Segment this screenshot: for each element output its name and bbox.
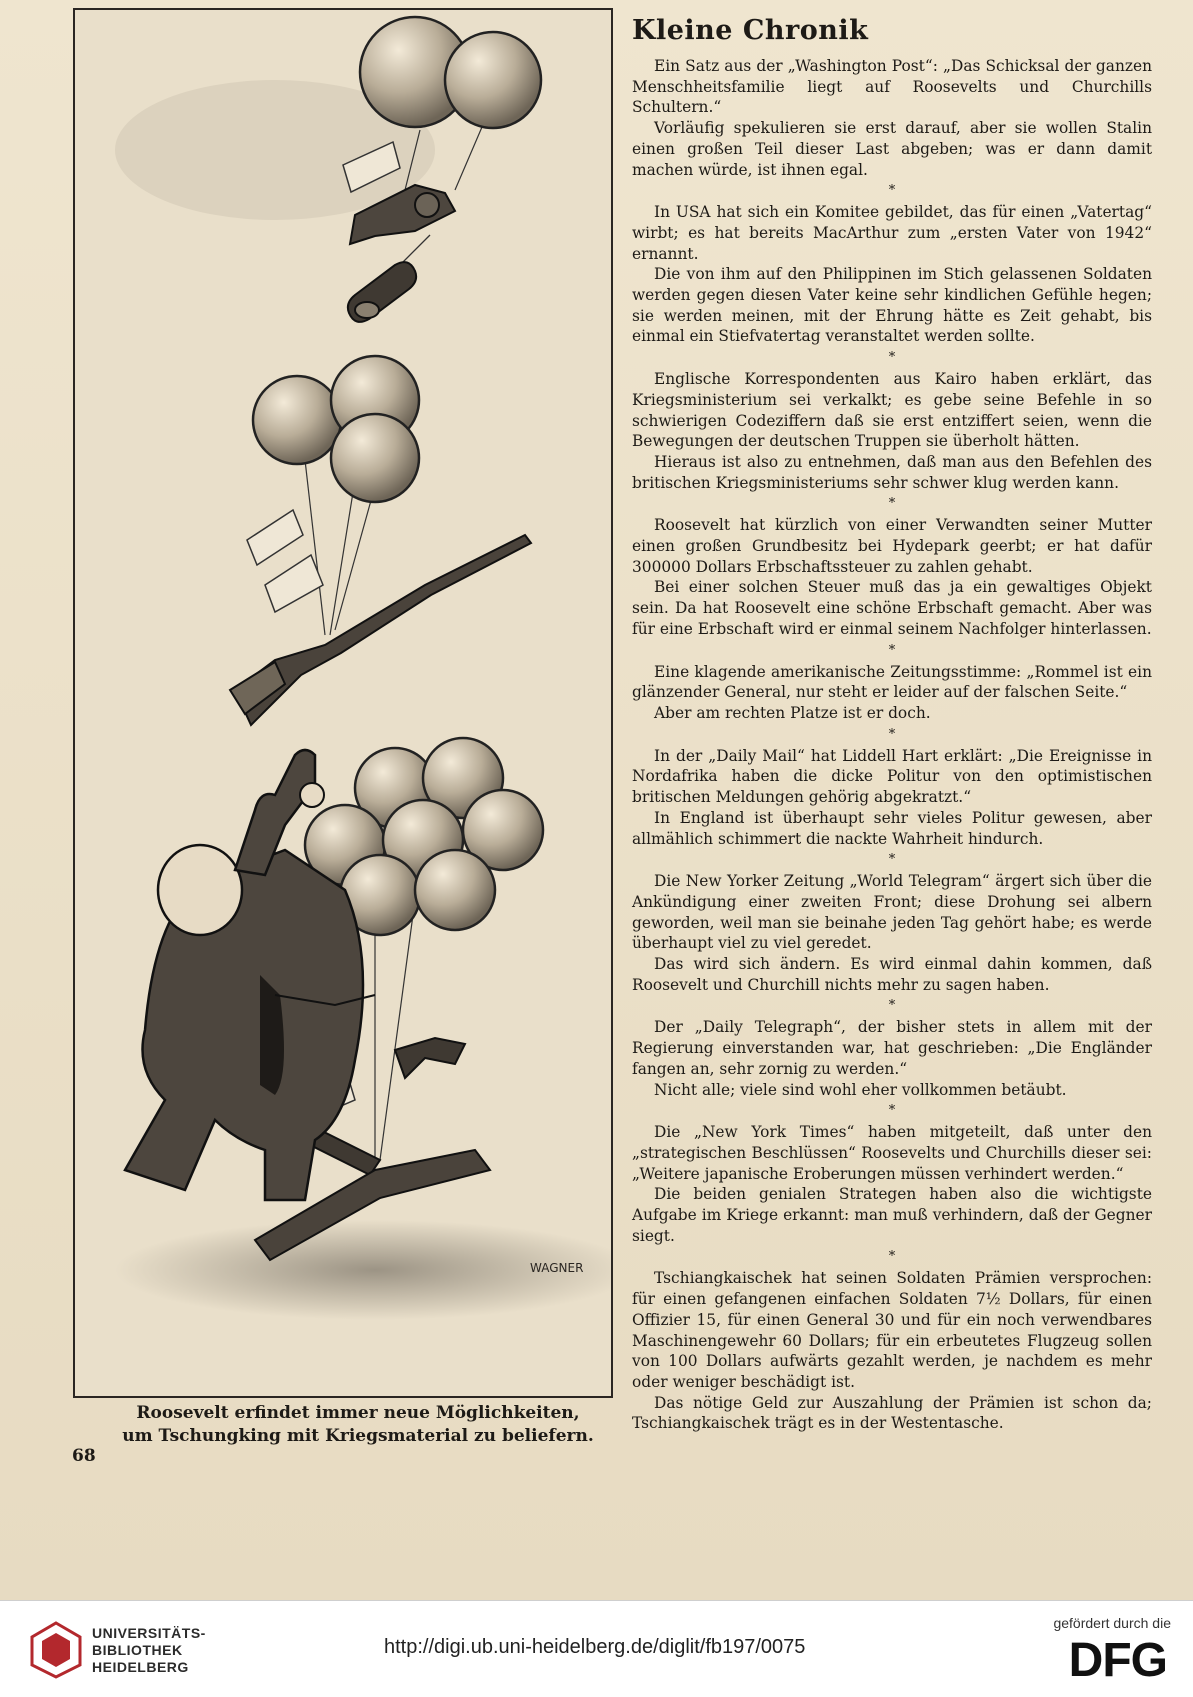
library-name-line: HEIDELBERG bbox=[92, 1659, 189, 1675]
section-separator: * bbox=[888, 852, 896, 868]
commentary-paragraph: Aber am rechten Platze ist er doch. bbox=[654, 703, 931, 722]
kleine-chronik-column bbox=[632, 14, 1152, 1434]
commentary-paragraph: Die von ihm auf den Philippinen im Stich gelassenen Soldaten werden gegen diesen Vater keine sehr kindlichen Gefühle hegen; sie werden meinen, mit der Ehrung hätte es Zeit gehabt, bis einmal ein Stiefvatertag veranstaltet werden sollte. bbox=[632, 265, 1152, 346]
permalink-url[interactable]: http://digi.ub.uni-heidelberg.de/diglit/fb197/0075 bbox=[384, 1636, 806, 1658]
sponsor-text: gefördert durch die bbox=[1053, 1615, 1171, 1631]
balloon-group-middle bbox=[230, 356, 531, 725]
news-item-paragraph: Die New Yorker Zeitung „World Telegram“ ärgert sich über die Ankündigung einer zweiten Front; diese Drohung sei albern geworden, weil man sie beinahe jeden Tag gehört habe; es werde überhaupt viel zu viel geredet. bbox=[632, 872, 1152, 953]
caption-line-1: Roosevelt erfindet immer neue Möglichkeiten, bbox=[136, 1403, 580, 1423]
column-title: Kleine Chronik bbox=[632, 15, 869, 46]
dfg-logo: DFG bbox=[1068, 1634, 1167, 1687]
university-library-logo-icon bbox=[30, 1621, 82, 1679]
digitization-footer bbox=[0, 1600, 1193, 1697]
section-separator: * bbox=[888, 496, 896, 512]
section-separator: * bbox=[888, 183, 896, 199]
commentary-paragraph: Bei einer solchen Steuer muß das ja ein gewaltiges Objekt sein. Da hat Roosevelt eine schöne Erbschaft gemacht. Aber was für eine Erbschaft wird er einmal seinem Nachfolger hinterlassen. bbox=[632, 578, 1152, 638]
section-separator: * bbox=[888, 1103, 896, 1119]
news-item-paragraph: Der „Daily Telegraph“, der bisher stets in allem mit der Regierung einverstanden war, hat geschrieben: „Die Engländer fangen an, sehr zornig zu werden.“ bbox=[632, 1018, 1152, 1078]
commentary-paragraph: Das wird sich ändern. Es wird einmal dahin kommen, daß Roosevelt und Churchill nichts mehr zu sagen haben. bbox=[632, 955, 1152, 994]
commentary-paragraph: Vorläufig spekulieren sie erst darauf, aber sie wollen Stalin einen großen Teil dieser Last abgeben; was er dann damit machen würde, ist ihnen egal. bbox=[632, 119, 1152, 179]
artist-signature: WAGNER bbox=[530, 1261, 584, 1275]
news-item-paragraph: Eine klagende amerikanische Zeitungsstimme: „Rommel ist ein glänzender General, nur steht er leider auf der falschen Seite.“ bbox=[632, 662, 1152, 702]
cartoon-drawing bbox=[75, 10, 611, 1396]
commentary-paragraph: Die beiden genialen Strategen haben also die wichtigste Aufgabe im Kriege erkannt: man muß verhindern, daß der Gegner siegt. bbox=[632, 1185, 1152, 1245]
cartoon-illustration bbox=[73, 8, 613, 1398]
news-item-paragraph: Tschiangkaischek hat seinen Soldaten Prämien versprochen: für einen gefangenen einfachen Soldaten 7½ Dollars, für einen Offizier 15, für einen General 30 und für ein noch verwendbares Maschinengewehr 60 Dollars; für ein erbeutetes Flugzeug sollen von 100 Dollars aufwärts gezahlt werden, je nachdem es mehr oder weniger beschädigt ist. bbox=[632, 1269, 1152, 1391]
section-separator: * bbox=[888, 998, 896, 1014]
section-separator: * bbox=[888, 1249, 896, 1265]
news-item-paragraph: In USA hat sich ein Komitee gebildet, das für einen „Vatertag“ wirbt; es hat bereits MacArthur zum „ersten Vater von 1942“ ernannt. bbox=[632, 203, 1152, 263]
section-separator: * bbox=[888, 726, 896, 742]
falling-shell bbox=[348, 235, 430, 322]
commentary-paragraph: Das nötige Geld zur Auszahlung der Prämien ist schon da; Tschiangkaischek trägt es in der Westentasche. bbox=[632, 1393, 1152, 1433]
commentary-paragraph: Hieraus ist also zu entnehmen, daß man aus den Befehlen des britischen Kriegsministeriums sehr schwer klug werden kann. bbox=[632, 452, 1152, 492]
cartoon-caption bbox=[88, 1402, 628, 1448]
news-item-paragraph: In der „Daily Mail“ hat Liddell Hart erklärt: „Die Ereignisse in Nordafrika haben die dicke Politur von den optimistischen britischen Meldungen gehörig abgekratzt.“ bbox=[632, 746, 1152, 807]
news-item-paragraph: Die „New York Times“ haben mitgeteilt, daß unter den „strategischen Beschlüssen“ Roosevelts und Churchills dieser sei: „Weitere japanische Eroberungen müssen verhindert werden.“ bbox=[632, 1123, 1152, 1183]
news-item-paragraph: Englische Korrespondenten aus Kairo haben erklärt, das Kriegsministerium sei verkalkt; es gebe seine Befehle in so schwierigen Codeziffern daß sie erst entziffert seien, wenn die Bewegungen der deutschen Truppen sie überholt hätten. bbox=[632, 370, 1152, 451]
page-number: 68 bbox=[72, 1446, 96, 1466]
caption-line-2: um Tschungking mit Kriegsmaterial zu beliefern. bbox=[122, 1426, 594, 1446]
library-name bbox=[92, 1625, 206, 1676]
library-name-line: BIBLIOTHEK bbox=[92, 1642, 183, 1658]
news-item-paragraph: Ein Satz aus der „Washington Post“: „Das Schicksal der ganzen Menschheitsfamilie liegt auf Roosevelts und Churchills Schultern.“ bbox=[632, 57, 1152, 117]
section-separator: * bbox=[888, 642, 896, 658]
commentary-paragraph: In England ist überhaupt sehr vieles Politur gewesen, aber allmählich schimmert die nackte Wahrheit hindurch. bbox=[632, 808, 1152, 848]
library-name-line: UNIVERSITÄTS- bbox=[92, 1625, 206, 1641]
section-separator: * bbox=[888, 350, 896, 366]
news-item-paragraph: Roosevelt hat kürzlich von einer Verwandten seiner Mutter einen großen Grundbesitz bei Hydepark geerbt; er hat dafür 300000 Dollars Erbschaftssteuer zu zahlen gehabt. bbox=[632, 516, 1152, 576]
commentary-paragraph: Nicht alle; viele sind wohl eher vollkommen betäubt. bbox=[654, 1080, 1067, 1099]
